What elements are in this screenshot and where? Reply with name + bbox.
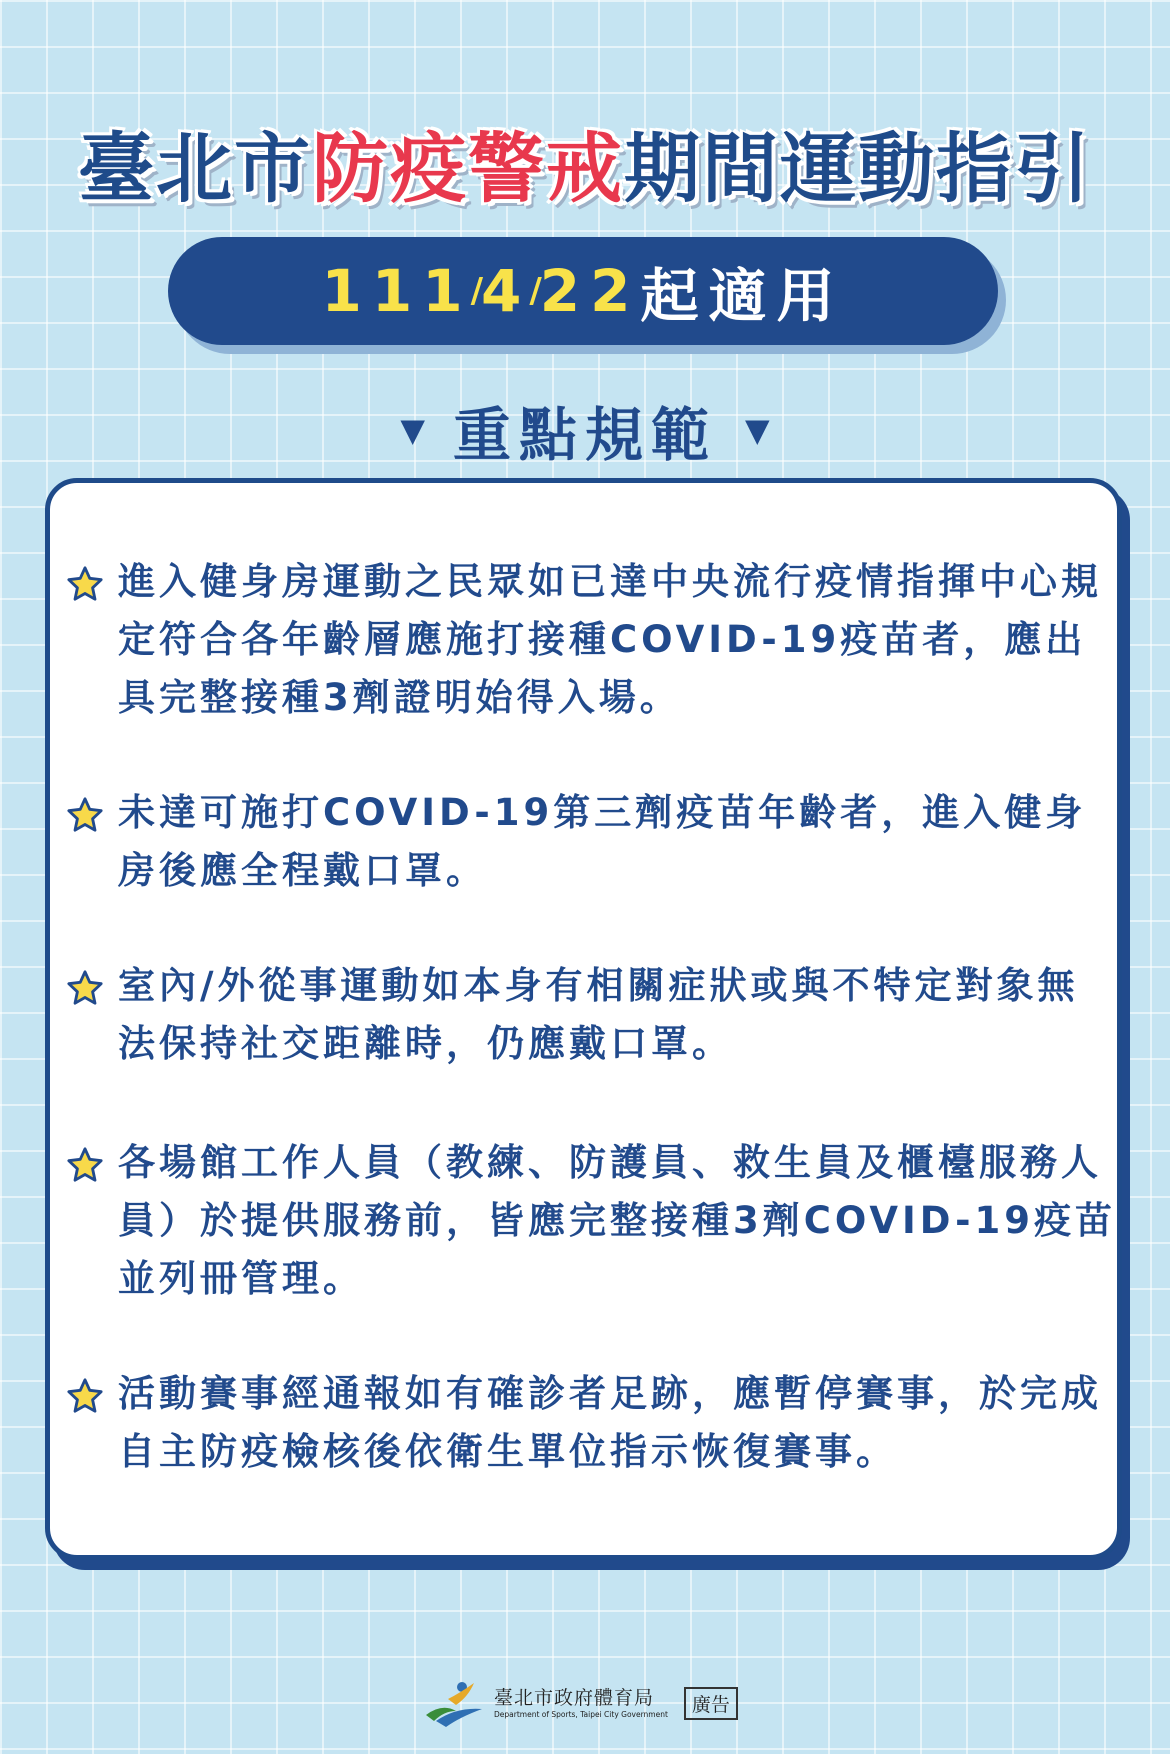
ad-label: 廣告 <box>684 1687 738 1720</box>
title-part2: 期間運動指引 <box>624 124 1092 213</box>
footer <box>422 1673 738 1733</box>
section-heading <box>0 388 1170 472</box>
rule-text: 進入健身房運動之民眾如已達中央流行疫情指揮中心規定符合各年齡層應施打接種COVID-19疫苗者，應出具完整接種3劑證明始得入場。 <box>118 560 1102 719</box>
rule-text: 各場館工作人員（教練、防護員、救生員及櫃檯服務人員）於提供服務前，皆應完整接種3劑COVID-19疫苗並列冊管理。 <box>118 1141 1117 1300</box>
date-slash: / <box>529 271 542 311</box>
star-icon <box>66 796 104 834</box>
star-icon <box>66 565 104 603</box>
date-slash: / <box>470 271 483 311</box>
org-name-zh: 臺北市政府體育局 <box>494 1687 655 1709</box>
triangle-down-icon: ▼ <box>745 411 770 449</box>
date-suffix: 起適用 <box>640 262 845 330</box>
date-day: 22 <box>539 257 641 325</box>
triangle-down-icon: ▼ <box>400 411 425 449</box>
effective-date-banner <box>168 237 998 345</box>
section-label: 重點規範 <box>452 401 717 469</box>
rule-text: 室內/外從事運動如本身有相關症狀或與不特定對象無法保持社交距離時，仍應戴口罩。 <box>118 964 1079 1065</box>
title-part1: 臺北市 <box>78 124 312 213</box>
star-icon <box>66 969 104 1007</box>
date-month: 4 <box>480 257 532 325</box>
org-name <box>494 1686 668 1720</box>
rule-text: 活動賽事經通報如有確診者足跡，應暫停賽事，於完成自主防疫檢核後依衛生單位指示恢復賽事。 <box>118 1372 1102 1473</box>
date-year: 111 <box>321 257 473 325</box>
title-highlight: 防疫警戒 <box>312 124 624 213</box>
page-title <box>0 108 1170 217</box>
department-logo-icon <box>422 1677 486 1729</box>
org-name-en: Department of Sports, Taipei City Government <box>494 1710 668 1719</box>
star-icon <box>66 1377 104 1415</box>
rule-text: 未達可施打COVID-19第三劑疫苗年齡者，進入健身房後應全程戴口罩。 <box>118 791 1087 892</box>
star-icon <box>66 1146 104 1184</box>
